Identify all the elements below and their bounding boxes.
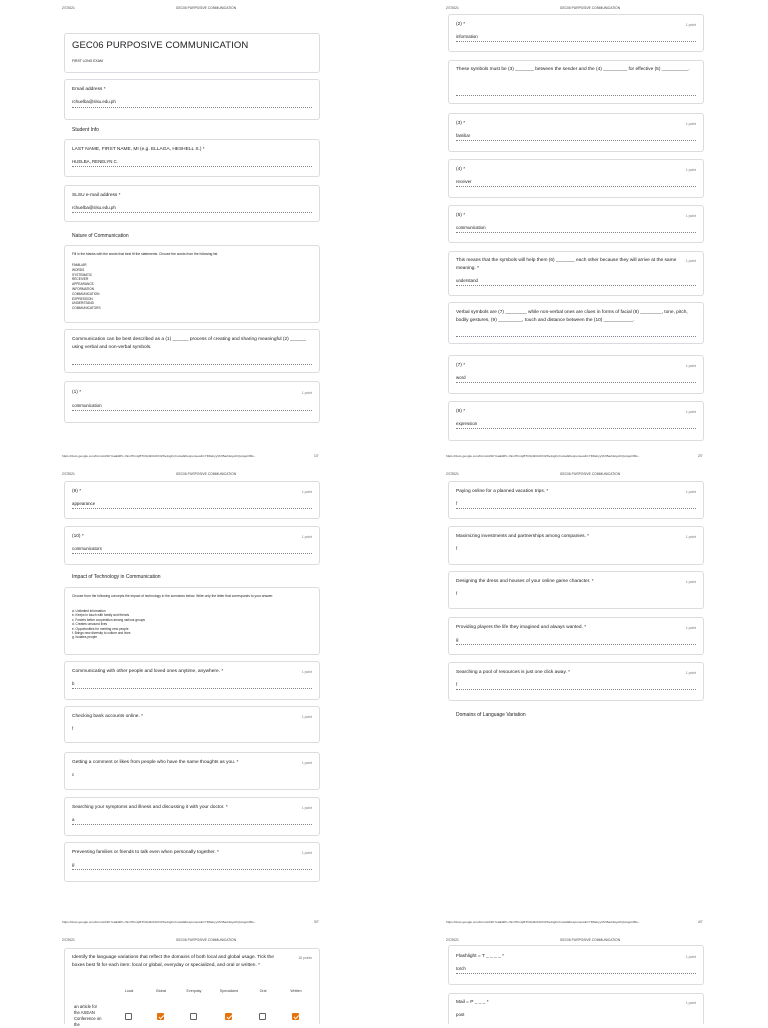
answer-underline: [456, 508, 696, 509]
answer-field: understand: [456, 278, 478, 283]
header-title: GEC06 PURPOSIVE COMMUNICATION: [559, 472, 621, 476]
word-list-item: COMMUNICATORS: [72, 306, 101, 311]
footer-page-number: 3/7: [314, 920, 319, 924]
points-label: 1 point: [301, 490, 312, 494]
question-label: (1) *: [72, 390, 82, 395]
points-label: 1 point: [685, 1001, 696, 1005]
answer-underline: [72, 410, 312, 411]
question-card: [448, 526, 704, 565]
print-page-4: [384, 466, 768, 932]
word-list-item: WORDS: [72, 267, 85, 272]
answer-underline: [456, 285, 696, 286]
answer-field: c: [72, 772, 75, 777]
grid-checkbox-local: [125, 1013, 132, 1020]
answer-field: a: [72, 817, 75, 822]
full-name-question-card: [64, 139, 320, 177]
question-card-7: [448, 355, 704, 394]
answer-field: receiver: [456, 179, 472, 184]
grid-checkbox-specialized: [225, 1013, 232, 1020]
answer-field: f: [456, 591, 458, 596]
word-list-item: COMMUNICATION: [72, 291, 100, 296]
points-label: 1 point: [301, 670, 312, 674]
answer-underline: [456, 41, 696, 42]
print-page-6: [384, 932, 768, 1024]
answer-underline: [456, 644, 696, 645]
question-label: This means that the symbols will help them (6) _______ each other because they will arrive at the same meaning. *: [456, 258, 677, 271]
footer-url: https://docs.google.com/forms/d/1FYuaE0iPv-rhimHCxLjBTC0pbDzdOO2SvdnghcCuxtab#responses&CYD8ebyyVb35a2nkiyeKQuGgoO6fe...: [62, 454, 257, 458]
header-date: 2/7/2021: [446, 938, 459, 942]
question-label: Designing the dress and houses of your online game character. *: [456, 579, 594, 584]
question-label: (3) *: [456, 121, 466, 126]
section-title: Student Info: [72, 127, 99, 133]
choice-item: b. Keeps in touch with family and friends: [72, 613, 130, 618]
answer-field: f: [456, 501, 458, 506]
answer-underline: [456, 382, 696, 383]
print-page-2: [384, 0, 768, 466]
question-label: SLSU e-mail address *: [72, 193, 121, 198]
question-label: Identify the language variations that reflect the domains of both local and global usage. Tick the boxes best fit for each item: local or global, everyday or specialized, and oral or written. *: [72, 955, 274, 968]
word-list-item: SYSTEMATIC: [72, 272, 93, 277]
instructions-text: Choose from the following concepts the impact of technology in the scenarios below. Write only the letter that corresponds to your answer.: [72, 594, 274, 598]
header-date: 2/7/2021: [62, 6, 75, 10]
question-label: (8) *: [456, 409, 466, 414]
points-label: 1 point: [301, 535, 312, 539]
choice-item: e. Opportunities for meeting new people: [72, 626, 129, 631]
question-card-2: [448, 14, 704, 52]
answer-underline: [456, 336, 696, 337]
answer-underline: [456, 689, 696, 690]
email-question-card: [64, 79, 320, 120]
choice-item: c. Fosters better cooperation among various groups: [72, 617, 145, 622]
answer-underline: [72, 364, 312, 365]
question-label: Searching your symptoms and illness and discussing it with your doctor. *: [72, 805, 228, 810]
grid-column-header: Global: [155, 989, 167, 993]
question-card: [448, 993, 704, 1024]
question-label: Maximizing investments and partnerships among companies. *: [456, 534, 590, 539]
answer-field: f: [72, 726, 74, 731]
answer-underline: [456, 973, 696, 974]
grid-checkbox-oral: [259, 1013, 266, 1020]
points-label: 1 point: [685, 580, 696, 584]
footer-url: https://docs.google.com/forms/d/1FYuaE0iPv-rhimHCxLjBTC0pbDzdOO2SvdnghcCuxtab#responses&CYD8ebyyVb35a2nkiyeKQuGgoO6fe...: [446, 920, 641, 924]
question-card: [448, 571, 704, 609]
points-label: 1 point: [301, 851, 312, 855]
passage-card: [448, 60, 704, 104]
grid-column-header: Specialized: [219, 989, 239, 993]
points-label: 1 point: [685, 364, 696, 368]
question-label: Preventing families or friends to talk even when personally together. *: [72, 850, 219, 855]
footer-url: https://docs.google.com/forms/d/1FYuaE0iPv-rhimHCxLjBTC0pbDzdOO2SvdnghcCuxtab#responses&CYD8ebyyVb35a2nkiyeKQuGgoO6fe...: [62, 920, 257, 924]
footer-page-number: 1/7: [314, 454, 319, 458]
answer-field: rchuelba@slsu.edu.ph: [72, 99, 116, 104]
answer-field: word: [456, 375, 466, 380]
points-label: 1 point: [685, 490, 696, 494]
answer-underline: [72, 824, 312, 825]
section-title: Impact of Technology in Communication: [72, 574, 161, 580]
question-label: Email address *: [72, 87, 106, 92]
grid-column-header: Oral: [259, 989, 267, 993]
answer-underline: [72, 553, 312, 554]
header-title: GEC06 PURPOSIVE COMMUNICATION: [175, 472, 237, 476]
question-card-4: [448, 159, 704, 198]
section-title: Nature of Communication: [72, 233, 129, 239]
points-label: 1 point: [685, 214, 696, 218]
answer-field: torch: [456, 966, 466, 971]
answer-underline: [72, 107, 312, 108]
passage-text: Verbal symbols are (7) ________ while non-verbal ones are clues in forms of facial (8) ________, tone, pitch, bodily gestures, (9) _________, touch and distance between the (10) ___________.: [456, 310, 688, 323]
question-card: [448, 945, 704, 985]
question-card: [64, 706, 320, 743]
word-list-item: APPEARANCE: [72, 282, 94, 287]
points-label: 1 point: [301, 391, 312, 395]
slsu-email-question-card: [64, 185, 320, 222]
question-card: [64, 752, 320, 790]
choice-item: g. Isolates people: [72, 635, 97, 640]
question-card-6: [448, 251, 704, 296]
answer-field: appearance: [72, 501, 96, 506]
question-label: (2) *: [456, 22, 466, 27]
grid-checkbox-global: [157, 1013, 164, 1020]
question-card: [64, 797, 320, 836]
points-label: 18 points: [298, 956, 312, 960]
instructions-text: Fill in the blanks with the words that best fit the statements. Choose the words from the following list: [72, 252, 218, 256]
question-label: (7) *: [456, 363, 466, 368]
header-title: GEC06 PURPOSIVE COMMUNICATION: [175, 6, 237, 10]
points-label: 1 point: [685, 122, 696, 126]
answer-underline: [72, 688, 312, 689]
form-title-card: [64, 33, 320, 73]
question-label: Flashlight = T _ _ _ _ *: [456, 954, 504, 959]
question-label: Getting a comment or likes from people who have the same thoughts as you. *: [72, 760, 239, 765]
points-label: 1 point: [301, 715, 312, 719]
answer-underline: [72, 869, 312, 870]
header-title: GEC06 PURPOSIVE COMMUNICATION: [559, 6, 621, 10]
header-date: 2/7/2021: [446, 6, 459, 10]
answer-field: g: [456, 637, 459, 642]
print-page-1: [0, 0, 384, 466]
passage-card: [448, 302, 704, 344]
question-card-8: [448, 401, 704, 441]
header-date: 2/7/2021: [62, 938, 75, 942]
header-date: 2/7/2021: [62, 472, 75, 476]
choice-item: f. Brings new diversity to culture and lives: [72, 630, 131, 635]
footer-url: https://docs.google.com/forms/d/1FYuaE0iPv-rhimHCxLjBTC0pbDzdOO2SvdnghcCuxtab#responses&CYD8ebyyVb35a2nkiyeKQuGgoO6fe...: [446, 454, 641, 458]
answer-field: communicators: [72, 546, 102, 551]
instructions-card: [64, 245, 320, 323]
answer-field: HUELBA, RENELYN C.: [72, 159, 119, 164]
section-title: Domains of Language Variation: [456, 712, 526, 718]
grid-checkbox-written: [292, 1013, 299, 1020]
checkbox-grid-question-card: [64, 948, 320, 1027]
points-label: 1 point: [301, 806, 312, 810]
points-label: 1 point: [685, 955, 696, 959]
word-list-item: INFORMATION: [72, 286, 95, 291]
question-label: Paying online for a planned vacation trips. *: [456, 489, 549, 494]
points-label: 1 point: [685, 168, 696, 172]
choice-item: d. Creates unsound lives: [72, 622, 108, 627]
question-card: [448, 617, 704, 655]
question-label: Searching a pool of resources is just one click away. *: [456, 670, 571, 675]
word-list-item: EXPRESSION: [72, 296, 93, 301]
points-label: 1 point: [685, 626, 696, 630]
print-page-5: [0, 932, 384, 1027]
print-page-3: [0, 466, 384, 932]
answer-underline: [456, 186, 696, 187]
grid-column-header: Everyday: [186, 989, 202, 993]
answer-underline: [456, 95, 696, 96]
question-label: (5) *: [456, 213, 466, 218]
points-label: 1 point: [685, 671, 696, 675]
passage-card: [64, 329, 320, 373]
grid-checkbox-everyday: [190, 1013, 197, 1020]
answer-underline: [456, 428, 696, 429]
points-label: 1 point: [685, 23, 696, 27]
question-card: [64, 842, 320, 882]
footer-page-number: 2/7: [698, 454, 703, 458]
question-label: Communicating with other people and loved ones anytime, anywhere. *: [72, 669, 224, 674]
question-label: Checking bank accounts online. *: [72, 714, 143, 719]
question-card-10: [64, 526, 320, 565]
points-label: 1 point: [685, 259, 696, 263]
choice-list: [72, 609, 312, 640]
answer-field: familiar: [456, 133, 471, 138]
header-date: 2/7/2021: [446, 472, 459, 476]
question-card-1: [64, 381, 320, 423]
answer-field: f: [456, 546, 458, 551]
instructions-card: [64, 587, 320, 655]
passage-text: Communication can be best described as a (1) ______ process of creating and sharing meaningful (2) ______ using verbal and non-verbal symbols.: [72, 337, 307, 350]
footer-page-number: 4/7: [698, 920, 703, 924]
answer-field: rchuelba@slsu.edu.ph: [72, 205, 116, 210]
form-title: GEC06 PURPOSIVE COMMUNICATION: [72, 40, 249, 51]
question-label: (4) *: [456, 167, 466, 172]
word-list-item: RECEIVER: [72, 277, 89, 282]
answer-underline: [72, 212, 312, 213]
grid-row-label: an article for the ASEAN Conference on the: [74, 1004, 102, 1027]
header-title: GEC06 PURPOSIVE COMMUNICATION: [559, 938, 621, 942]
choice-item: a. Unlimited information: [72, 609, 106, 613]
answer-field: f: [456, 682, 458, 687]
form-description: FIRST LONG EXAM: [72, 59, 103, 63]
question-card-5: [448, 205, 704, 243]
header-title: GEC06 PURPOSIVE COMMUNICATION: [175, 938, 237, 942]
question-card-9: [64, 481, 320, 519]
answer-field: post: [456, 1012, 465, 1017]
answer-field: g: [72, 862, 75, 867]
question-label: (10) *: [72, 534, 84, 539]
question-label: Mail = P _ _ _ *: [456, 1000, 489, 1005]
question-label: (9) *: [72, 489, 82, 494]
passage-text: These symbols must be (3) _______ between the sender and the (4) _________ for effective (5) __________.: [456, 67, 690, 72]
answer-field: b: [72, 681, 75, 686]
answer-underline: [456, 232, 696, 233]
question-card: [448, 662, 704, 701]
points-label: 1 point: [685, 535, 696, 539]
answer-field: information: [456, 34, 478, 39]
question-card-3: [448, 113, 704, 152]
word-list: [72, 263, 312, 311]
points-label: 1 point: [685, 410, 696, 414]
answer-field: communication: [456, 225, 486, 230]
points-label: 1 point: [301, 761, 312, 765]
word-list-item: FAMILIAR: [72, 263, 87, 267]
question-card: [448, 481, 704, 519]
grid-column-header: Local: [124, 989, 134, 993]
answer-field: communication: [72, 403, 102, 408]
answer-field: expression: [456, 421, 478, 426]
word-list-item: UNDERSTAND: [72, 301, 94, 306]
question-card: [64, 661, 320, 700]
answer-underline: [72, 508, 312, 509]
grid-column-header: Written: [290, 989, 302, 993]
question-label: Providing players the life they imagined and always wanted. *: [456, 625, 587, 630]
question-label: LAST NAME, FIRST NAME, MI (e.g. ELLAGA, HESHELL S.) *: [72, 147, 205, 152]
answer-underline: [72, 166, 312, 167]
answer-underline: [456, 140, 696, 141]
